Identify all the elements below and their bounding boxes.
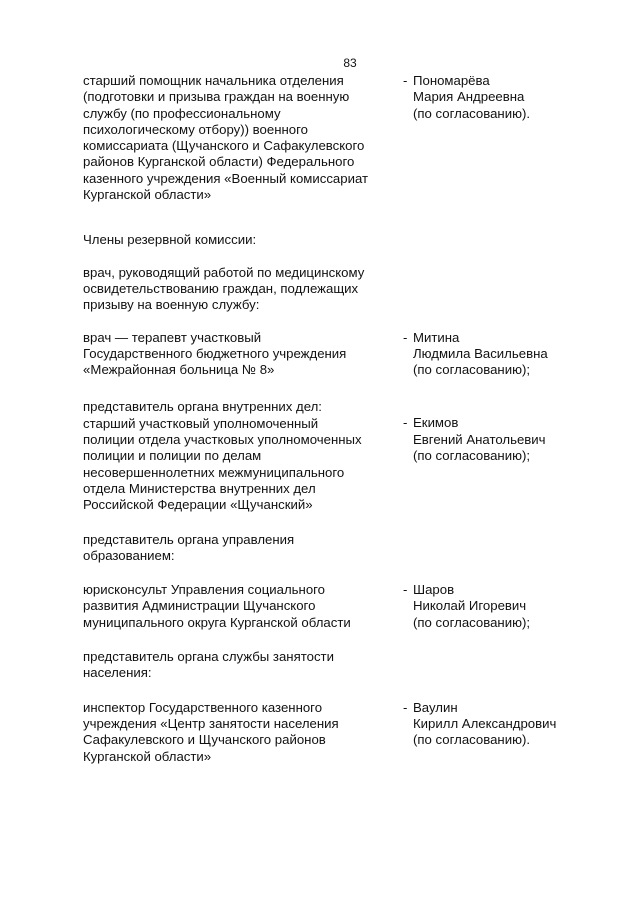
approval-note: (по согласованию); — [413, 362, 531, 378]
position-text: врач — терапевт участковый Государственного бюджетного учреждения «Межрайонная больница № 8» — [83, 329, 347, 378]
member-name — [403, 399, 563, 513]
surname: Митина — [413, 329, 460, 345]
approval-note: (по согласованию). — [413, 732, 531, 748]
position-text: инспектор Государственного казенного учреждения «Центр занятости населения Сафакулевского и Щучанского районов Курганской области» — [83, 699, 339, 764]
member-row — [83, 73, 563, 203]
given-names: Людмила Васильевна — [413, 345, 548, 361]
surname: Ваулин — [413, 699, 458, 715]
role-description: представитель органа службы занятости населения: — [83, 649, 334, 681]
given-names: Евгений Анатольевич — [413, 431, 546, 447]
dash-mark: - — [403, 329, 408, 345]
given-names: Николай Игоревич — [413, 598, 527, 614]
dash-mark: - — [403, 699, 408, 715]
position-text: старший помощник начальника отделения (подготовки и призыва граждан на военную службу (по профессиональному психологическому отбору)) военного комиссариата (Щучанского и Сафакулевского районов Курганской области) Федерального казенного учреждения «Военный комиссариат Курганской области» — [83, 73, 369, 203]
role-description: представитель органа управления образованием: — [83, 531, 295, 563]
dash-mark: - — [403, 582, 408, 598]
member-name — [403, 330, 563, 379]
section-heading: Члены резервной комиссии: — [83, 232, 257, 248]
dash-mark: - — [403, 73, 408, 88]
member-name — [403, 582, 563, 631]
page-number: 83 — [343, 56, 357, 70]
surname: Пономарёва — [413, 73, 490, 88]
member-row — [83, 330, 563, 379]
surname: Шаров — [413, 582, 455, 598]
position-text: юрисконсульт Управления социального развития Администрации Щучанского муниципального округа Курганской области — [83, 582, 351, 630]
member-row — [83, 399, 563, 513]
given-names: Мария Андреевна — [413, 89, 525, 105]
document-body — [83, 73, 563, 765]
member-name — [403, 73, 563, 203]
member-row — [83, 700, 563, 765]
given-names: Кирилл Александрович — [413, 715, 557, 731]
position-text: представитель органа внутренних дел: старший участковый уполномоченный полиции отдела участковых уполномоченных полиции и полиции по делам несовершеннолетних межмуниципального отдела Министерства внутренних дел Российской Федерации «Щучанский» — [83, 399, 362, 513]
approval-note: (по согласованию); — [413, 448, 531, 464]
approval-note: (по согласованию). — [413, 105, 531, 121]
member-row — [83, 582, 563, 631]
surname: Екимов — [413, 415, 459, 431]
role-description: врач, руководящий работой по медицинскому освидетельствованию граждан, подлежащих призыву на военную службу: — [83, 264, 365, 313]
member-name — [403, 700, 563, 765]
dash-mark: - — [403, 415, 408, 431]
approval-note: (по согласованию); — [413, 614, 531, 630]
